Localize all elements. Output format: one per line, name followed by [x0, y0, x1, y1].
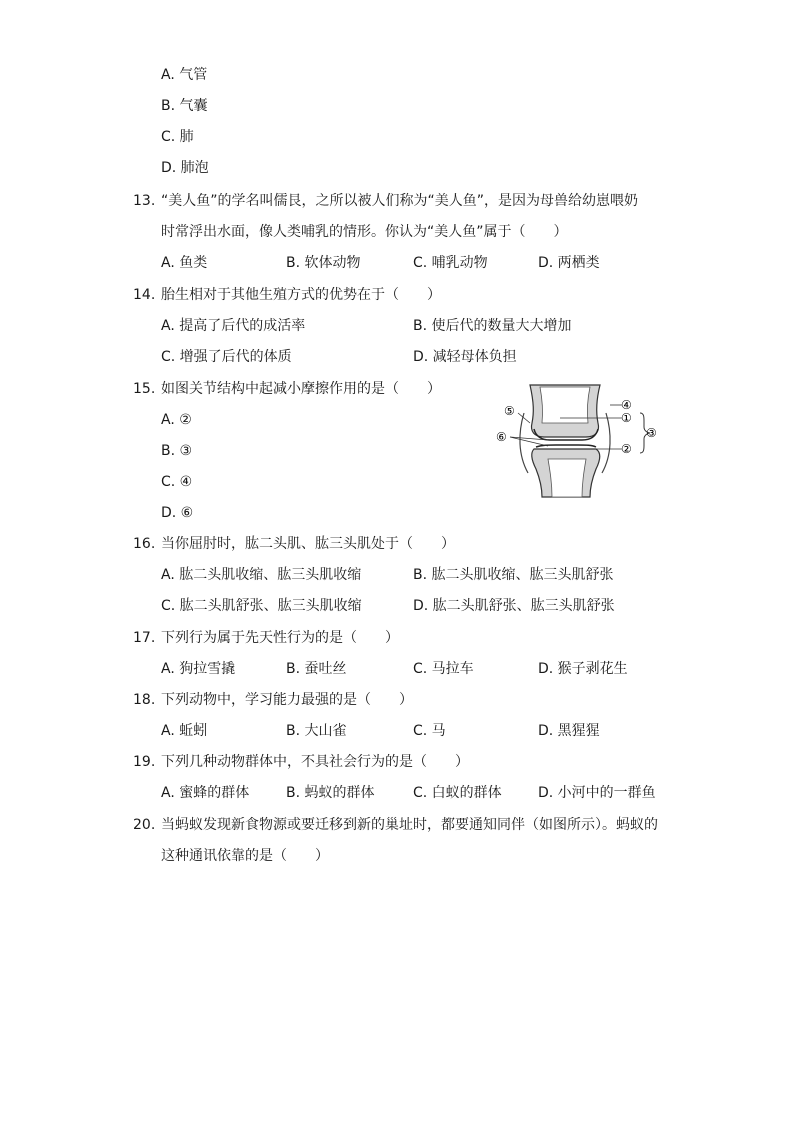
q15-option-c: C. ④ — [161, 474, 193, 490]
q17-option-b: B. 蚕吐丝 — [286, 661, 347, 677]
q18-option-d: D. 黑猩猩 — [538, 723, 600, 739]
lower-bone-marrow — [548, 459, 586, 497]
q13-option-a: A. 鱼类 — [161, 255, 208, 271]
q20-number: 20. — [133, 817, 156, 833]
q12-option-d: D. 肺泡 — [161, 160, 209, 176]
q15-option-a: A. ② — [161, 412, 192, 428]
q19-number: 19. — [133, 754, 156, 770]
q16-option-b: B. 肱二头肌收缩、肱三头肌舒张 — [413, 567, 614, 583]
joint-diagram — [490, 383, 662, 498]
q17-option-a: A. 狗拉雪撬 — [161, 661, 236, 677]
label-3: ③ — [646, 426, 657, 440]
q20-text-line2: 这种通讯依靠的是（ ） — [161, 848, 329, 864]
q15-option-d: D. ⑥ — [161, 505, 194, 521]
q17-option-d: D. 猴子剥花生 — [538, 661, 628, 677]
label-2: ② — [621, 442, 632, 456]
q14-option-a: A. 提高了后代的成活率 — [161, 318, 306, 334]
q17-text: 下列行为属于先天性行为的是（ ） — [161, 630, 399, 646]
q15-text: 如图关节结构中起减小摩擦作用的是（ ） — [161, 381, 441, 397]
label-4: ④ — [621, 398, 632, 412]
label-6: ⑥ — [496, 430, 507, 444]
q14-option-c: C. 增强了后代的体质 — [161, 349, 292, 365]
q13-number: 13. — [133, 193, 156, 209]
q18-option-c: C. 马 — [413, 723, 446, 739]
q19-option-a: A. 蜜蜂的群体 — [161, 785, 250, 801]
label-5: ⑤ — [504, 404, 515, 418]
q18-text: 下列动物中，学习能力最强的是（ ） — [161, 692, 413, 708]
q14-text: 胎生相对于其他生殖方式的优势在于（ ） — [161, 287, 441, 303]
q16-text: 当你屈肘时，肱二头肌、肱三头肌处于（ ） — [161, 536, 455, 552]
q19-option-b: B. 蚂蚁的群体 — [286, 785, 375, 801]
q16-option-d: D. 肱二头肌舒张、肱三头肌舒张 — [413, 598, 615, 614]
q16-option-c: C. 肱二头肌舒张、肱三头肌收缩 — [161, 598, 362, 614]
q17-number: 17. — [133, 630, 156, 646]
q12-option-c: C. 肺 — [161, 129, 194, 145]
q15-option-b: B. ③ — [161, 443, 193, 459]
q13-text-line1: “美人鱼”的学名叫儒艮，之所以被人们称为“美人鱼”，是因为母兽给幼崽喂奶 — [161, 193, 639, 209]
q13-option-d: D. 两栖类 — [538, 255, 600, 271]
q16-number: 16. — [133, 536, 156, 552]
q15-number: 15. — [133, 381, 156, 397]
q14-option-d: D. 减轻母体负担 — [413, 349, 517, 365]
q13-text-line2: 时常浮出水面，像人类哺乳的情形。你认为“美人鱼”属于（ ） — [161, 224, 568, 240]
q17-option-c: C. 马拉车 — [413, 661, 474, 677]
label-1: ① — [621, 411, 632, 425]
q19-option-d: D. 小河中的一群鱼 — [538, 785, 656, 801]
q14-number: 14. — [133, 287, 156, 303]
q18-number: 18. — [133, 692, 156, 708]
q13-option-c: C. 哺乳动物 — [413, 255, 488, 271]
q12-option-a: A. 气管 — [161, 67, 208, 83]
q14-option-b: B. 使后代的数量大大增加 — [413, 318, 572, 334]
q16-option-a: A. 肱二头肌收缩、肱三头肌收缩 — [161, 567, 362, 583]
q18-option-b: B. 大山雀 — [286, 723, 347, 739]
q19-option-c: C. 白蚁的群体 — [413, 785, 502, 801]
q19-text: 下列几种动物群体中，不具社会行为的是（ ） — [161, 754, 469, 770]
q13-option-b: B. 软体动物 — [286, 255, 361, 271]
q18-option-a: A. 蚯蚓 — [161, 723, 208, 739]
q12-option-b: B. 气囊 — [161, 98, 208, 114]
q20-text-line1: 当蚂蚁发现新食物源或要迁移到新的巢址时，都要通知同伴（如图所示）。蚂蚁的 — [161, 817, 658, 833]
